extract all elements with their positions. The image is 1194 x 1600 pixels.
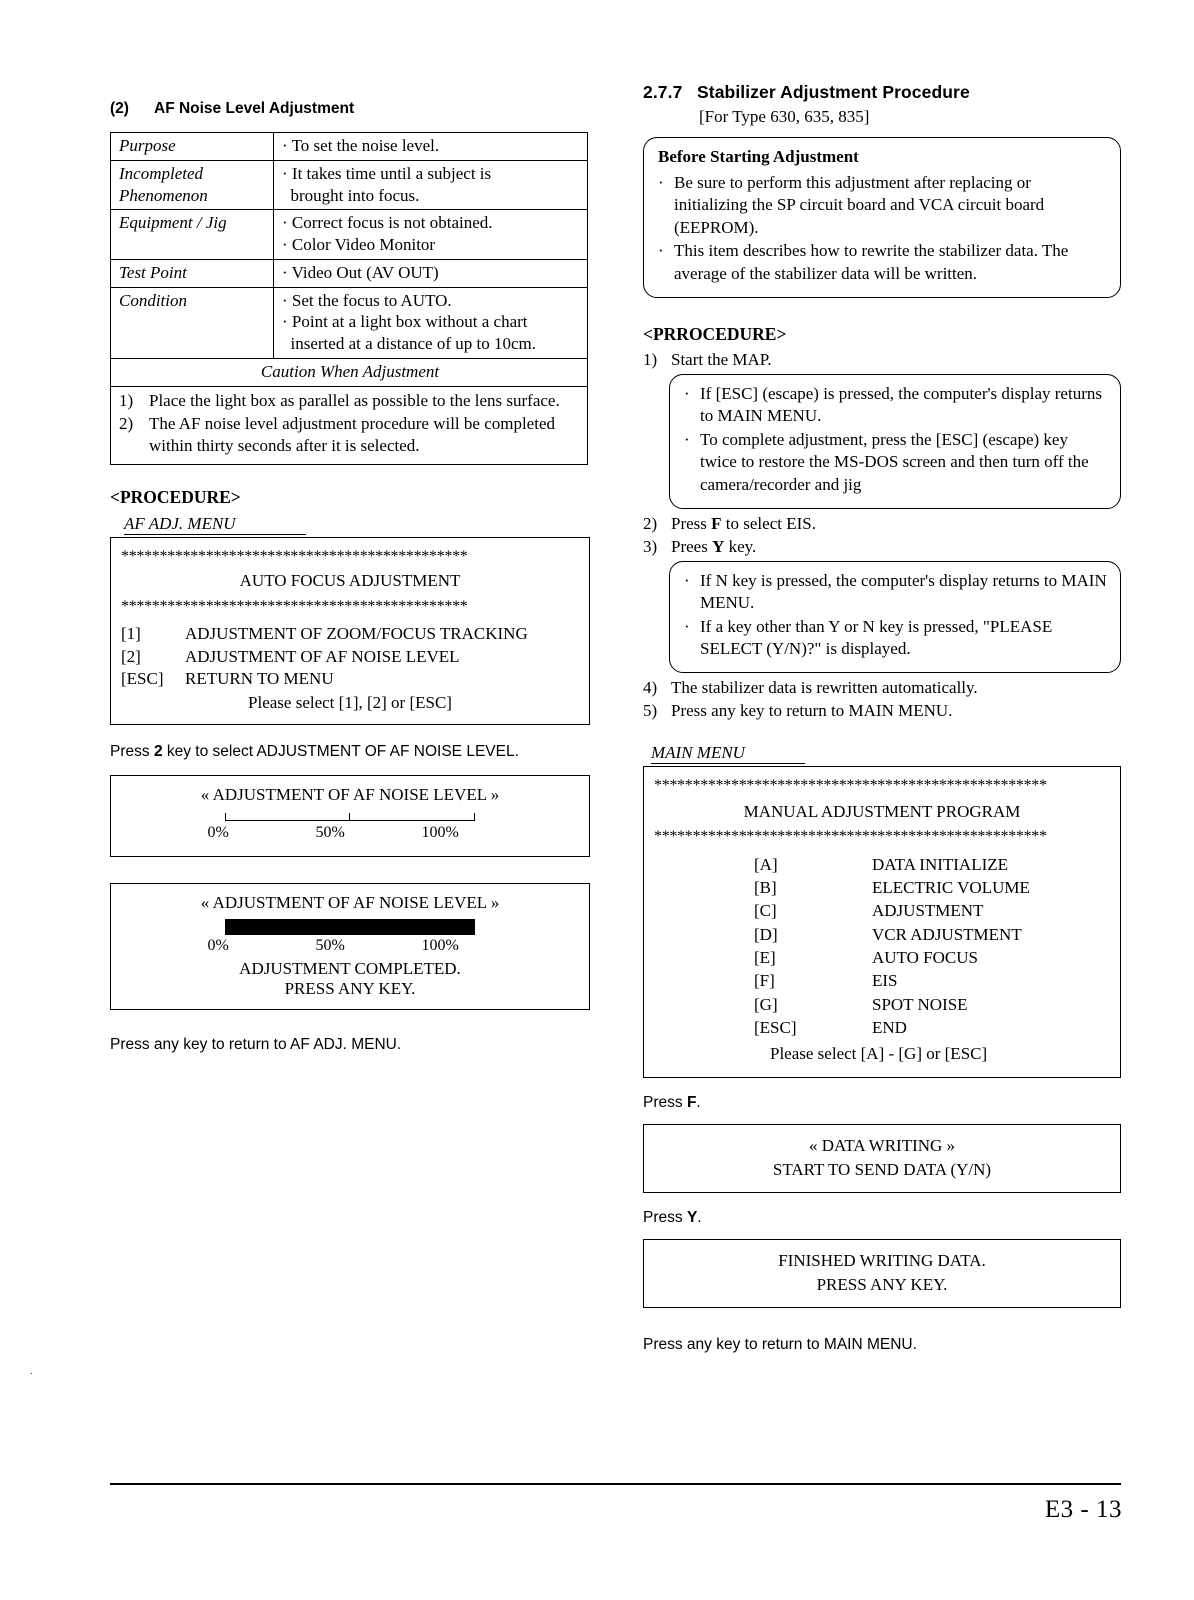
note-bullets: [684, 383, 1108, 497]
table-row: [111, 160, 588, 210]
press-pre: Press: [110, 743, 154, 761]
menu-item-key: [2]: [121, 646, 141, 666]
progress-title: « ADJUSTMENT OF AF NOISE LEVEL »: [200, 785, 500, 805]
menu-item-key: [ESC]: [754, 1017, 797, 1037]
table-row-caution-items: [111, 386, 588, 464]
note-bullets: [684, 570, 1108, 661]
list-item: [119, 390, 579, 412]
note-box-esc: [669, 374, 1121, 509]
ruler-tick-50: [349, 813, 350, 821]
bullet-dot: ·: [684, 429, 690, 449]
bullet-text: To complete adjustment, press the [ESC] (escape) key twice to restore the MS-DOS screen and then turn off the camera/recorder and jig: [700, 429, 1089, 495]
completed-line-2: PRESS ANY KEY.: [284, 979, 416, 999]
value-line: brought into focus.: [282, 185, 420, 205]
bullet-item: [684, 616, 1108, 661]
step-item: [643, 700, 1121, 723]
bullet-item: [684, 429, 1108, 497]
footer-divider: [110, 1483, 1121, 1485]
step-text: [671, 513, 1121, 536]
bullet-text: If a key other than Y or N key is pressed, "PLEASE SELECT (Y/N)?" is displayed.: [700, 616, 1053, 659]
type-line: [For Type 630, 635, 835]: [699, 107, 870, 126]
press-post: .: [696, 1094, 701, 1112]
scale-100: 100%: [421, 937, 459, 955]
data-writing-line-1: « DATA WRITING »: [808, 1136, 956, 1156]
press-post: key to select ADJUSTMENT OF AF NOISE LEVEL.: [162, 743, 519, 761]
af-adj-menu-label: AF ADJ. MENU: [124, 514, 306, 535]
step-item: [643, 677, 1121, 700]
menu-item-label: ADJUSTMENT: [872, 901, 984, 921]
progress-title: « ADJUSTMENT OF AF NOISE LEVEL »: [200, 893, 500, 913]
row-value-purpose: · To set the noise level.: [274, 133, 588, 161]
menu-item-key: [E]: [754, 948, 776, 968]
menu-item-label: SPOT NOISE: [872, 994, 968, 1014]
press-pre: Press: [643, 1209, 687, 1227]
step-number: 2): [643, 513, 658, 533]
bullet-dot: ·: [658, 172, 664, 192]
table-row: [111, 210, 588, 260]
table-row: [111, 259, 588, 287]
press-any-key-instruction: Press any key to return to AF ADJ. MENU.: [110, 1036, 402, 1054]
menu-item[interactable]: [121, 623, 579, 646]
menu-item-key: [A]: [754, 854, 778, 874]
caution-list: [111, 387, 587, 464]
left-section-label: (2): [110, 100, 129, 117]
step-pre: Prees: [671, 536, 713, 556]
main-menu-label: MAIN MENU: [651, 743, 805, 764]
row-key-purpose: Purpose: [111, 133, 274, 161]
value-line: · Correct focus is not obtained.: [282, 213, 493, 233]
menu-item[interactable]: [654, 993, 1110, 1016]
step-item: [643, 349, 1121, 372]
value-line: · Set the focus to AUTO.: [282, 290, 452, 310]
scale-0: 0%: [207, 824, 229, 842]
menu-item-key: [ESC]: [121, 669, 164, 689]
value-line: · Point at a light box without a chart: [282, 312, 528, 332]
bullet-dot: ·: [684, 616, 690, 636]
before-starting-heading: Before Starting Adjustment: [658, 147, 859, 166]
row-key-line2: Phenomenon: [119, 185, 208, 205]
menu-item-key: [D]: [754, 924, 778, 944]
step-post: key.: [724, 536, 757, 556]
completed-line-1: ADJUSTMENT COMPLETED.: [239, 959, 461, 979]
list-item: [119, 413, 579, 457]
menu-item[interactable]: [654, 946, 1110, 969]
press-y-instruction: [643, 1209, 1121, 1227]
step-text: Press any key to return to MAIN MENU.: [671, 700, 953, 720]
right-column: [643, 82, 1121, 1366]
progress-ruler: [225, 811, 475, 823]
main-menu-select-prompt: Please select [A] - [G] or [ESC]: [770, 1044, 988, 1064]
caution-cell: [111, 386, 588, 464]
star-divider-bottom: ***************************************************: [654, 828, 1047, 846]
step-number: 4): [643, 677, 658, 697]
menu-item[interactable]: [654, 969, 1110, 992]
screen-title: AUTO FOCUS ADJUSTMENT: [239, 571, 461, 591]
item-text: Place the light box as parallel as possible to the lens surface.: [149, 390, 560, 410]
left-section-title: AF Noise Level Adjustment: [154, 100, 355, 117]
menu-item[interactable]: [654, 923, 1110, 946]
scale-0: 0%: [207, 937, 229, 955]
main-menu-screen: [643, 766, 1121, 1079]
step-item: [643, 513, 1121, 536]
step-key: F: [711, 513, 722, 533]
menu-item[interactable]: [654, 1016, 1110, 1039]
right-procedure-title: <PRROCEDURE>: [643, 323, 787, 344]
menu-item[interactable]: [121, 668, 579, 691]
menu-item-key: [1]: [121, 623, 141, 643]
step-post: to select EIS.: [721, 513, 816, 533]
af-adj-menu-screen: [110, 537, 590, 726]
menu-item-label: ADJUSTMENT OF AF NOISE LEVEL: [185, 646, 460, 666]
menu-item-label: ELECTRIC VOLUME: [872, 878, 1030, 898]
star-divider-top: *********************************************: [121, 547, 468, 565]
table-row: [111, 287, 588, 358]
item-number: 1): [119, 390, 134, 410]
margin-mark: .: [30, 1365, 33, 1377]
press-f-instruction: [643, 1094, 1121, 1112]
step-number: 5): [643, 700, 658, 720]
press-key: 2: [153, 743, 163, 761]
scale-100: 100%: [421, 824, 459, 842]
press-any-return-instruction: Press any key to return to MAIN MENU.: [643, 1335, 917, 1353]
step-text: The stabilizer data is rewritten automatically.: [671, 677, 978, 697]
menu-item-label: VCR ADJUSTMENT: [872, 924, 1022, 944]
menu-item[interactable]: [121, 646, 579, 669]
section-title: Stabilizer Adjustment Procedure: [697, 82, 970, 102]
row-key-condition: Condition: [111, 287, 274, 358]
procedure-steps: [643, 349, 1121, 723]
value-line: · It takes time until a subject is: [282, 163, 492, 183]
item-number: 2): [119, 413, 134, 433]
row-value-incompleted: [274, 160, 588, 210]
step-pre: Press: [671, 513, 712, 533]
stabilizer-section-heading: [643, 82, 1121, 103]
progress-bar-filled: [225, 919, 475, 935]
step-text: Start the MAP.: [671, 349, 772, 369]
progress-scale: [208, 937, 493, 959]
bullet-text: This item describes how to rewrite the stabilizer data. The average of the stabilizer data will be written.: [674, 241, 1069, 284]
press-post: .: [697, 1209, 702, 1227]
step-number: 3): [643, 536, 658, 556]
procedure-title: <PROCEDURE>: [110, 486, 241, 507]
data-writing-line-2: START TO SEND DATA (Y/N): [772, 1160, 992, 1180]
menu-item[interactable]: [654, 899, 1110, 922]
value-line: · Color Video Monitor: [282, 235, 436, 254]
row-key-line1: Incompleted: [119, 163, 204, 183]
star-divider-bottom: *********************************************: [121, 597, 468, 615]
note-box-yn: [669, 561, 1121, 673]
bullet-text: Be sure to perform this adjustment after replacing or initializing the SP circuit board and VCA circuit board (EEPROM).: [674, 172, 1045, 237]
menu-item-label: AUTO FOCUS: [872, 948, 978, 968]
bullet-item: [658, 240, 1108, 285]
menu-item-label: DATA INITIALIZE: [872, 854, 1009, 874]
step-item: [643, 536, 1121, 559]
bullet-text: If [ESC] (escape) is pressed, the computer's display returns to MAIN MENU.: [700, 383, 1102, 426]
menu-item[interactable]: [654, 876, 1110, 899]
select-prompt: Please select [1], [2] or [ESC]: [248, 692, 452, 712]
bullet-item: [684, 570, 1108, 615]
row-value-testpoint: · Video Out (AV OUT): [274, 259, 588, 287]
row-key-incompleted: [111, 160, 274, 210]
data-writing-box: [643, 1124, 1121, 1193]
menu-item-label: EIS: [872, 971, 898, 991]
step-text: [671, 536, 1121, 559]
section-number: 2.7.7: [643, 82, 683, 102]
menu-item-key: [B]: [754, 878, 777, 898]
item-text: The AF noise level adjustment procedure will be completed within thirty seconds after it is selected.: [149, 413, 555, 455]
bullet-dot: ·: [684, 383, 690, 403]
menu-item-key: [F]: [754, 971, 775, 991]
ruler-line: [225, 820, 475, 821]
before-starting-bullets: [658, 172, 1108, 286]
finished-writing-box: [643, 1239, 1121, 1308]
row-value-condition: [274, 287, 588, 358]
bullet-dot: ·: [684, 570, 690, 590]
finished-line-1: FINISHED WRITING DATA.: [778, 1251, 986, 1271]
menu-item-label: END: [872, 1017, 907, 1037]
row-value-equipment: [274, 210, 588, 260]
step-number: 1): [643, 349, 658, 369]
menu-item[interactable]: [654, 853, 1110, 876]
row-key-equipment: Equipment / Jig: [111, 210, 274, 260]
star-divider-top: ***************************************************: [654, 776, 1047, 794]
left-section-heading: [110, 100, 590, 118]
step-key: Y: [712, 536, 725, 556]
ruler-tick-0: [225, 813, 226, 821]
scale-50: 50%: [315, 824, 345, 842]
progress-box-empty: [110, 775, 590, 857]
table-row-caution-title: [111, 358, 588, 386]
table-row: [111, 133, 588, 161]
menu-item-key: [G]: [754, 994, 778, 1014]
progress-scale: [208, 824, 493, 846]
main-menu-title: MANUAL ADJUSTMENT PROGRAM: [743, 801, 1021, 821]
press-pre: Press: [643, 1094, 687, 1112]
left-column: [110, 100, 590, 1068]
bullet-item: [658, 172, 1108, 240]
value-line: inserted at a distance of up to 10cm.: [282, 334, 536, 353]
bullet-text: If N key is pressed, the computer's display returns to MAIN MENU.: [700, 570, 1107, 613]
ruler-tick-100: [474, 813, 475, 821]
progress-box-complete: [110, 883, 590, 1010]
purpose-table: [110, 132, 588, 465]
before-starting-box: [643, 137, 1121, 298]
page-number: E3 - 13: [1044, 1496, 1122, 1523]
press-2-instruction: [110, 743, 590, 761]
row-key-testpoint: Test Point: [111, 259, 274, 287]
scale-50: 50%: [315, 937, 345, 955]
bullet-dot: ·: [658, 241, 664, 261]
menu-item-label: RETURN TO MENU: [185, 669, 334, 689]
menu-item-label: ADJUSTMENT OF ZOOM/FOCUS TRACKING: [185, 623, 528, 643]
bullet-item: [684, 383, 1108, 428]
press-key: F: [686, 1094, 697, 1112]
press-key: Y: [686, 1209, 698, 1227]
caution-title: Caution When Adjustment: [111, 358, 588, 386]
menu-item-key: [C]: [754, 901, 777, 921]
finished-line-2: PRESS ANY KEY.: [816, 1274, 948, 1294]
